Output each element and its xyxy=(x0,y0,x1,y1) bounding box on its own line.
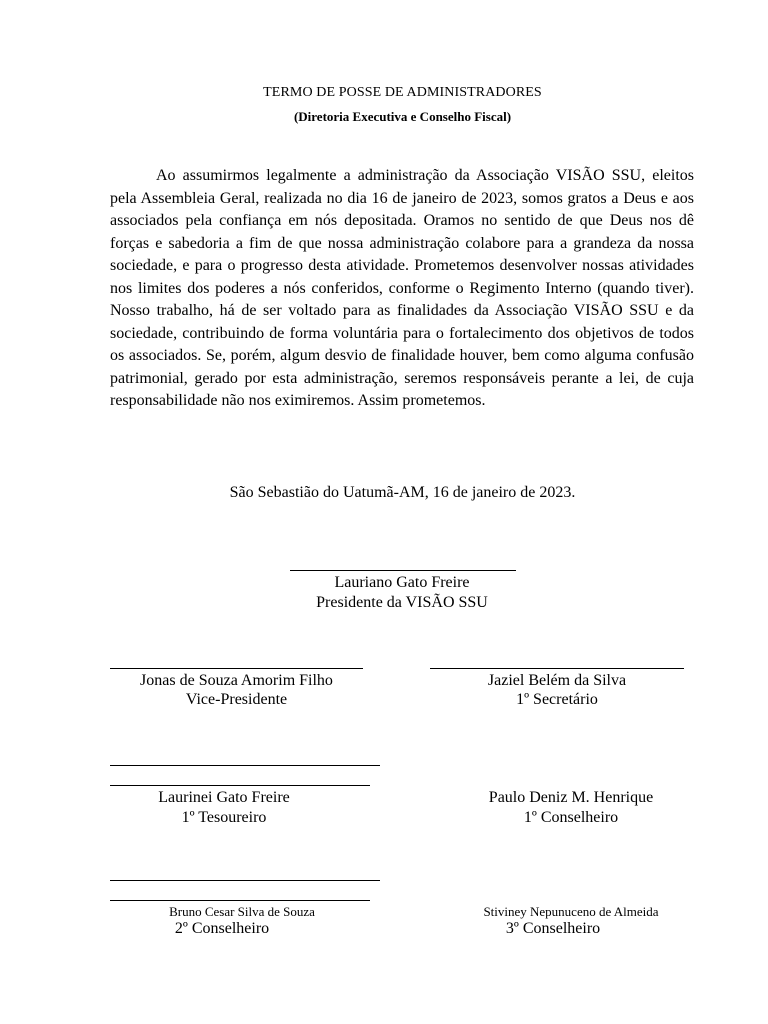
councilor-1-name: Paulo Deniz M. Henrique xyxy=(488,789,654,806)
signature-line-secretary xyxy=(430,668,684,669)
secretary-name: Jaziel Belém da Silva xyxy=(487,672,627,689)
signature-line-vice-president xyxy=(110,668,363,669)
councilor-1-role: 1º Conselheiro xyxy=(523,809,619,826)
councilor-2-role: 2º Conselheiro xyxy=(174,920,270,937)
signature-line-councilor-2 xyxy=(110,880,380,881)
document-subtitle: (Diretoria Executiva e Conselho Fiscal) xyxy=(293,109,512,124)
president-name: Lauriano Gato Freire xyxy=(334,574,470,591)
body-paragraph: Ao assumirmos legalmente a administração da Associação VISÃO SSU, eleitos pela Assembleia Geral, realizada no dia 16 de janeiro de 2023, somos gratos a Deus e aos associados pela confiança em nós depositada. Oramos no sentido de que Deus nos dê forças e sabedoria a fim de que nossa administração colabore para a grandeza da nossa sociedade, e para o progresso desta atividade. Prometemos desenvolver nossas atividades nos limites dos poderes a nós conferidos, conforme o Regimento Interno (quando tiver). Nosso trabalho, há de ser voltado para as finalidades da Associação VISÃO SSU e da sociedade, contribuindo de forma voluntária para o fortalecimento dos objetivos de todos os associados. Se, porém, algum desvio de finalidade houver, bem como alguma confusão patrimonial, gerado por esta administração, seremos responsáveis perante a lei, de cuja responsabilidade não nos eximiremos. Assim prometemos. xyxy=(110,167,694,409)
document-title: TERMO DE POSSE DE ADMINISTRADORES xyxy=(263,85,542,100)
councilor-3-name: Stiviney Nepunuceno de Almeida xyxy=(483,904,659,919)
president-role: Presidente da VISÃO SSU xyxy=(316,594,488,611)
signature-line-treasurer-2 xyxy=(110,785,370,786)
vice-president-name: Jonas de Souza Amorim Filho xyxy=(140,672,333,689)
secretary-role: 1º Secretário xyxy=(516,691,598,708)
treasurer-role: 1º Tesoureiro xyxy=(181,809,267,826)
treasurer-name: Laurinei Gato Freire xyxy=(158,789,290,806)
vice-president-role: Vice-Presidente xyxy=(185,691,288,708)
signature-line-councilor-2-b xyxy=(110,900,370,901)
councilor-2-name: Bruno Cesar Silva de Souza xyxy=(169,904,315,919)
signature-line-treasurer xyxy=(110,765,380,766)
place-and-date: São Sebastião do Uatumã-AM, 16 de janeiro de 2023. xyxy=(229,484,576,501)
councilor-3-role: 3º Conselheiro xyxy=(505,920,601,937)
signature-line-president xyxy=(290,570,516,571)
